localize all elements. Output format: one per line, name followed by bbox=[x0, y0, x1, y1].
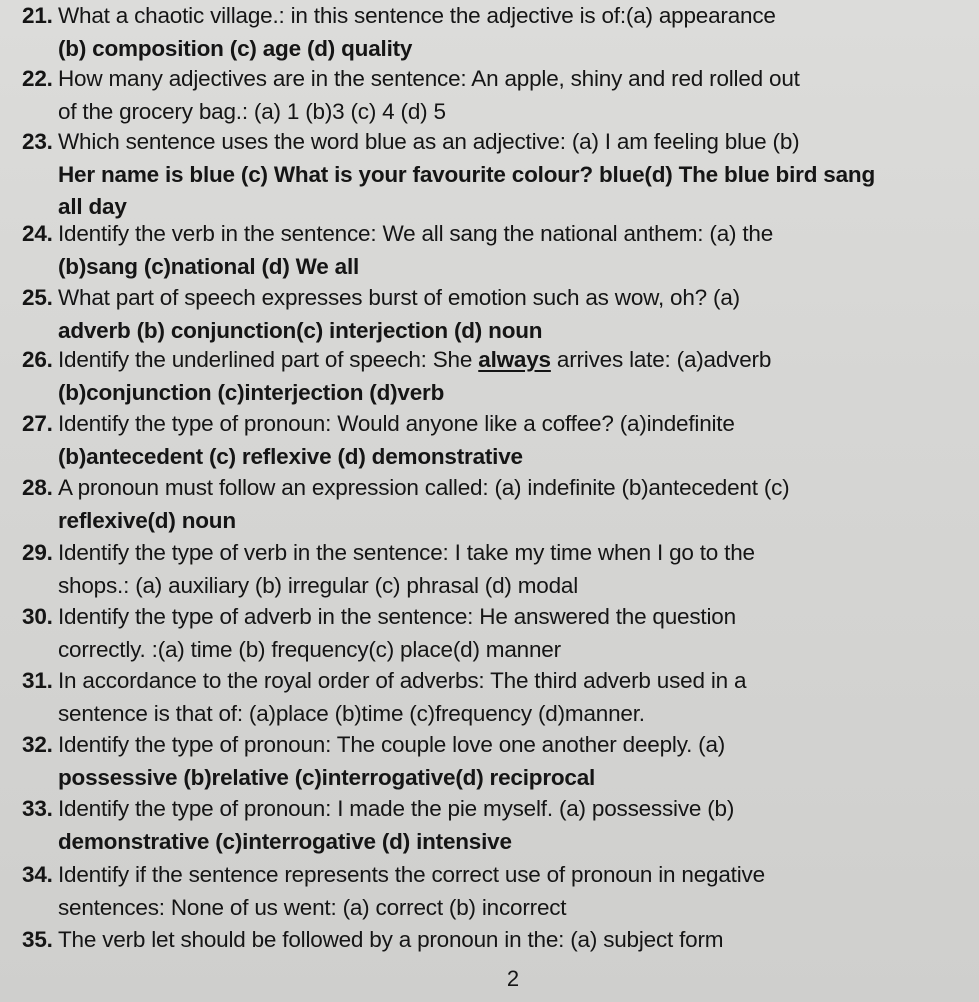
question-number: 24. bbox=[22, 221, 53, 246]
question-number: 28. bbox=[22, 475, 53, 500]
question-number: 33. bbox=[22, 796, 53, 821]
question-text-pre: Identify the underlined part of speech: She bbox=[58, 347, 479, 372]
question-33 bbox=[22, 793, 962, 858]
question-options-line: sentences: None of us went: (a) correct (b) incorrect bbox=[58, 894, 567, 920]
question-options-line: Her name is blue (c) What is your favourite colour? blue(d) The blue bird sang bbox=[58, 161, 875, 187]
question-number: 35. bbox=[22, 927, 53, 952]
question-options-line: all day bbox=[58, 194, 127, 219]
question-number: 32. bbox=[22, 732, 53, 757]
question-number: 31. bbox=[22, 668, 53, 693]
question-text-line1: Which sentence uses the word blue as an adjective: (a) I am feeling blue (b) bbox=[58, 129, 800, 154]
question-text-line1: What part of speech expresses burst of emotion such as wow, oh? (a) bbox=[58, 285, 740, 310]
question-text-post: arrives late: (a)adverb bbox=[550, 347, 772, 372]
question-number: 27. bbox=[22, 411, 53, 436]
question-options-line: correctly. :(a) time (b) frequency(c) place(d) manner bbox=[58, 636, 561, 662]
question-options-line: of the grocery bag.: (a) 1 (b)3 (c) 4 (d) 5 bbox=[58, 98, 446, 124]
underlined-word: always bbox=[478, 347, 551, 372]
page-number: 2 bbox=[506, 966, 520, 991]
question-text-line1: Identify the type of verb in the sentence: I take my time when I go to the bbox=[58, 540, 755, 565]
question-31 bbox=[22, 665, 962, 730]
question-options-line: reflexive(d) noun bbox=[58, 507, 236, 533]
question-32 bbox=[22, 729, 962, 794]
question-29 bbox=[22, 537, 962, 602]
question-number: 23. bbox=[22, 129, 53, 154]
question-25 bbox=[22, 282, 962, 347]
question-options-line: possessive (b)relative (c)interrogative(d) reciprocal bbox=[58, 764, 596, 790]
question-26 bbox=[22, 344, 962, 409]
question-30 bbox=[22, 601, 962, 666]
question-number: 29. bbox=[22, 540, 53, 565]
question-options-line: (b)antecedent (c) reflexive (d) demonstrative bbox=[58, 443, 523, 469]
question-options-line: (b)conjunction (c)interjection (d)verb bbox=[58, 379, 445, 405]
question-number: 22. bbox=[22, 66, 53, 91]
question-text-line1: Identify the verb in the sentence: We all sang the national anthem: (a) the bbox=[58, 221, 774, 246]
question-text-line1: Identify the type of pronoun: I made the pie myself. (a) possessive (b) bbox=[58, 796, 735, 821]
question-35 bbox=[22, 924, 962, 957]
question-28 bbox=[22, 472, 962, 537]
question-text-line1: Identify the type of pronoun: The couple love one another deeply. (a) bbox=[58, 732, 726, 757]
question-number: 25. bbox=[22, 285, 53, 310]
question-number: 21. bbox=[22, 3, 53, 28]
question-text-line1: The verb let should be followed by a pronoun in the: (a) subject form bbox=[58, 927, 724, 952]
question-text-line1: Identify the type of adverb in the sentence: He answered the question bbox=[58, 604, 736, 629]
question-24 bbox=[22, 218, 962, 283]
question-text-line1: Identify the type of pronoun: Would anyone like a coffee? (a)indefinite bbox=[58, 411, 735, 436]
question-options-line: (b) composition (c) age (d) quality bbox=[58, 35, 413, 61]
question-34 bbox=[22, 859, 962, 924]
question-options-line: sentence is that of: (a)place (b)time (c)frequency (d)manner. bbox=[58, 700, 645, 726]
question-21 bbox=[22, 0, 962, 65]
question-text-line1: Identify if the sentence represents the correct use of pronoun in negative bbox=[58, 862, 765, 887]
question-options-line: shops.: (a) auxiliary (b) irregular (c) phrasal (d) modal bbox=[58, 572, 579, 598]
question-number: 30. bbox=[22, 604, 53, 629]
question-number: 34. bbox=[22, 862, 53, 887]
question-text-line1: What a chaotic village.: in this sentence the adjective is of:(a) appearance bbox=[58, 3, 776, 28]
question-options-line: demonstrative (c)interrogative (d) intensive bbox=[58, 828, 512, 854]
question-23 bbox=[22, 126, 962, 224]
question-text-line1: A pronoun must follow an expression called: (a) indefinite (b)antecedent (c) bbox=[58, 475, 790, 500]
question-text-line1: How many adjectives are in the sentence: An apple, shiny and red rolled out bbox=[58, 66, 800, 91]
question-options-line: adverb (b) conjunction(c) interjection (d) noun bbox=[58, 317, 543, 343]
question-22 bbox=[22, 63, 962, 128]
question-27 bbox=[22, 408, 962, 473]
question-options-line: (b)sang (c)national (d) We all bbox=[58, 253, 360, 279]
question-number: 26. bbox=[22, 347, 53, 372]
question-text-line1: In accordance to the royal order of adverbs: The third adverb used in a bbox=[58, 668, 747, 693]
